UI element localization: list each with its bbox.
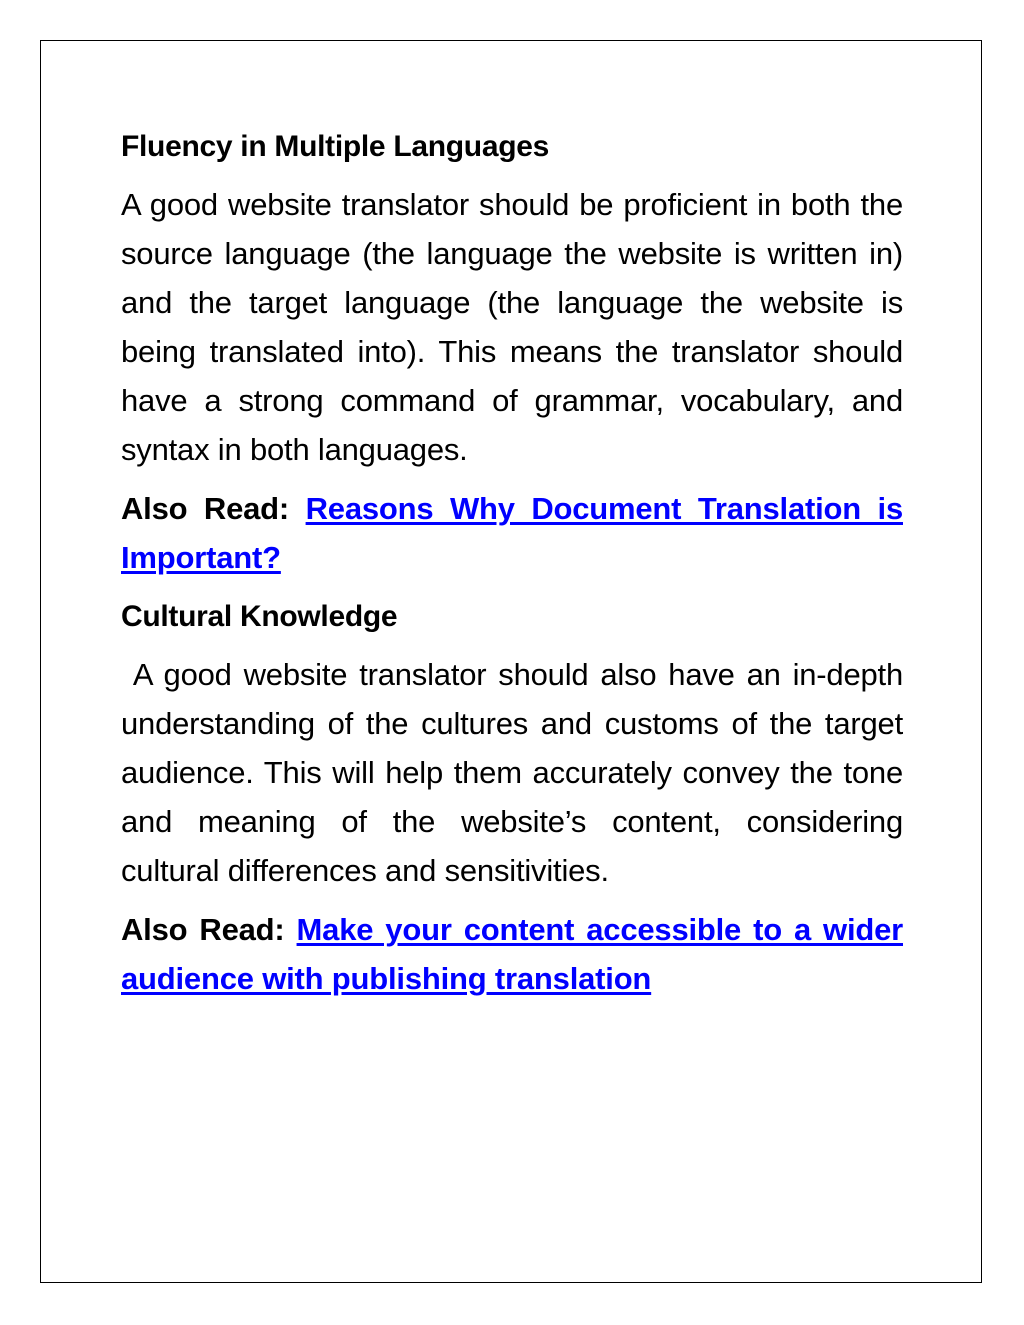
section-paragraph-fluency: A good website translator should be proficient in both the source language (the language the website is written in) and the target language (the language the website is being translated into). This means the translator should have a strong command of grammar, vocabulary, and syntax in both languages. bbox=[121, 187, 903, 467]
document-content bbox=[121, 122, 912, 1013]
section-paragraph-cultural: A good website translator should also have an in-depth understanding of the cultures and customs of the target audience. This will help them accurately convey the tone and meaning of the website’s content, considering cultural differences and sensitivities. bbox=[121, 657, 912, 888]
also-read-line-1 bbox=[121, 484, 903, 582]
section-heading-fluency: Fluency in Multiple Languages bbox=[121, 130, 550, 163]
also-read-label: Also Read: bbox=[121, 491, 290, 526]
also-read-line-2 bbox=[121, 905, 903, 1003]
also-read-label: Also Read: bbox=[121, 912, 285, 947]
also-read-link-publishing-translation[interactable]: Make your content accessible to a wider audience with publishing translation bbox=[121, 912, 903, 996]
section-heading-cultural: Cultural Knowledge bbox=[121, 600, 398, 633]
also-read-link-document-translation[interactable]: Reasons Why Document Translation is Important? bbox=[121, 491, 903, 575]
